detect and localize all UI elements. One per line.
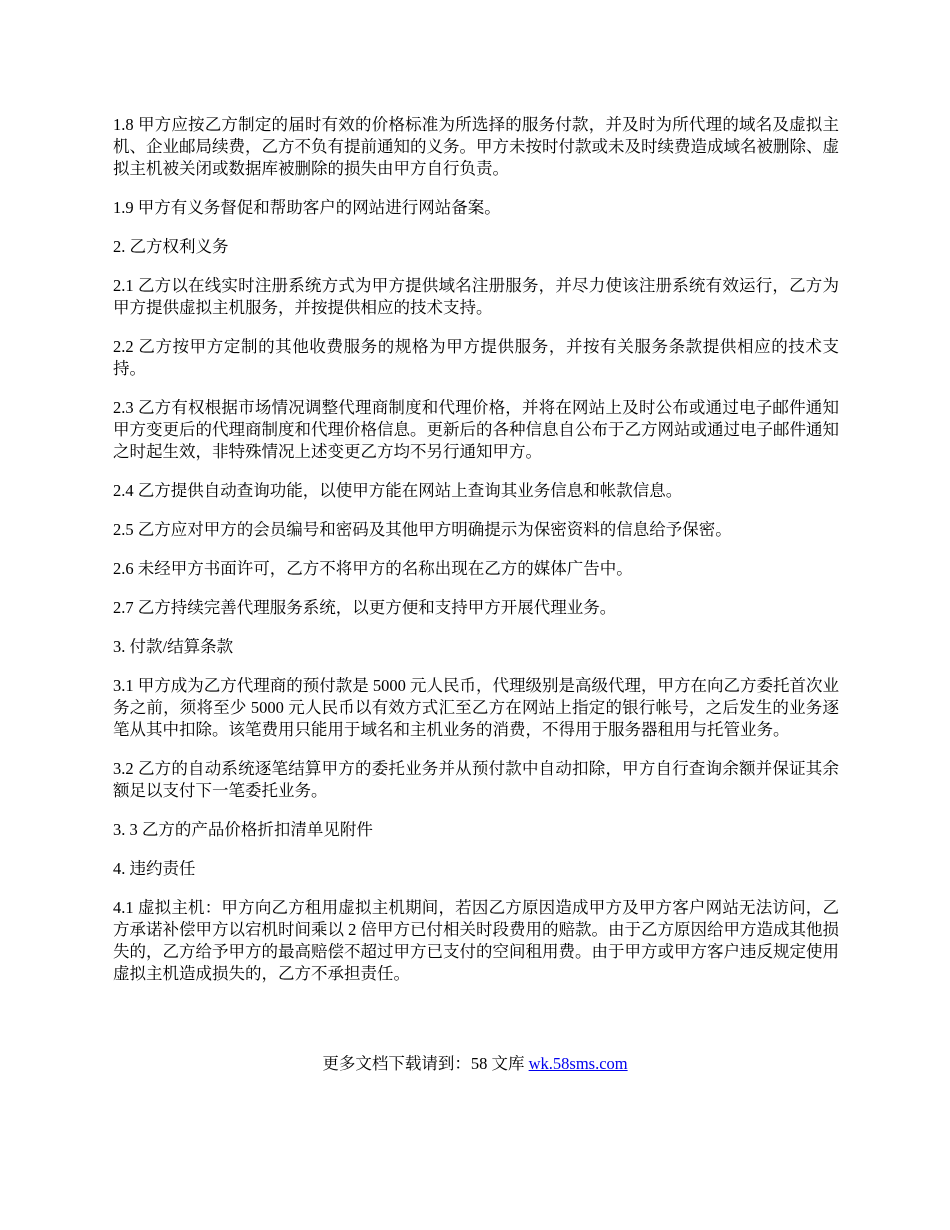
section-heading-4: 4. 违约责任	[113, 859, 196, 878]
document-body	[113, 114, 839, 1002]
paragraph-1-9: 1.9 甲方有义务督促和帮助客户的网站进行网站备案。	[113, 198, 501, 217]
paragraph-1-8: 1.8 甲方应按乙方制定的届时有效的价格标准为所选择的服务付款，并及时为所代理的域名及虚拟主机、企业邮局续费，乙方不负有提前通知的义务。甲方未按时付款或未及时续费造成域名被删除、虚拟主机被关闭或数据库被删除的损失由甲方自行负责。	[113, 115, 839, 178]
paragraph-2-5: 2.5 乙方应对甲方的会员编号和密码及其他甲方明确提示为保密资料的信息给予保密。	[113, 520, 732, 539]
section-heading-2: 2. 乙方权利义务	[113, 237, 229, 256]
paragraph-4-1: 4.1 虚拟主机：甲方向乙方租用虚拟主机期间，若因乙方原因造成甲方及甲方客户网站无法访问，乙方承诺补偿甲方以宕机时间乘以 2 倍甲方已付相关时段费用的赔款。由于乙方原因给甲方造成其他损失的，乙方给予甲方的最高赔偿不超过甲方已支付的空间租用费。由于甲方或甲方客户违反规定使用虚拟主机造成损失的，乙方不承担责任。	[113, 898, 839, 983]
paragraph-3-2: 3.2 乙方的自动系统逐笔结算甲方的委托业务并从预付款中自动扣除，甲方自行查询余额并保证其余额足以支付下一笔委托业务。	[113, 759, 839, 800]
paragraph-3-1: 3.1 甲方成为乙方代理商的预付款是 5000 元人民币，代理级别是高级代理，甲方在向乙方委托首次业务之前，须将至少 5000 元人民币以有效方式汇至乙方在网站上指定的银行帐号，之后发生的业务逐笔从其中扣除。该笔费用只能用于域名和主机业务的消费，不得用于服务器租用与托管业务。	[113, 676, 839, 739]
section-heading-3: 3. 付款/结算条款	[113, 637, 234, 656]
footer-download-note	[0, 1053, 950, 1075]
paragraph-2-6: 2.6 未经甲方书面许可，乙方不将甲方的名称出现在乙方的媒体广告中。	[113, 559, 633, 578]
paragraph-2-1: 2.1 乙方以在线实时注册系统方式为甲方提供域名注册服务，并尽力使该注册系统有效运行，乙方为甲方提供虚拟主机服务，并按提供相应的技术支持。	[113, 276, 839, 317]
paragraph-2-4: 2.4 乙方提供自动查询功能，以使甲方能在网站上查询其业务信息和帐款信息。	[113, 481, 683, 500]
paragraph-2-3: 2.3 乙方有权根据市场情况调整代理商制度和代理价格，并将在网站上及时公布或通过电子邮件通知甲方变更后的代理商制度和代理价格信息。更新后的各种信息自公布于乙方网站或通过电子邮件通知之时起生效，非特殊情况上述变更乙方均不另行通知甲方。	[113, 398, 839, 461]
paragraph-2-2: 2.2 乙方按甲方定制的其他收费服务的规格为甲方提供服务，并按有关服务条款提供相应的技术支持。	[113, 337, 839, 378]
footer-link[interactable]: wk.58sms.com	[528, 1054, 628, 1073]
paragraph-2-7: 2.7 乙方持续完善代理服务系统，以更方便和支持甲方开展代理业务。	[113, 598, 617, 617]
footer-text: 更多文档下载请到：58 文库	[322, 1054, 529, 1073]
paragraph-3-3: 3. 3 乙方的产品价格折扣清单见附件	[113, 820, 373, 839]
